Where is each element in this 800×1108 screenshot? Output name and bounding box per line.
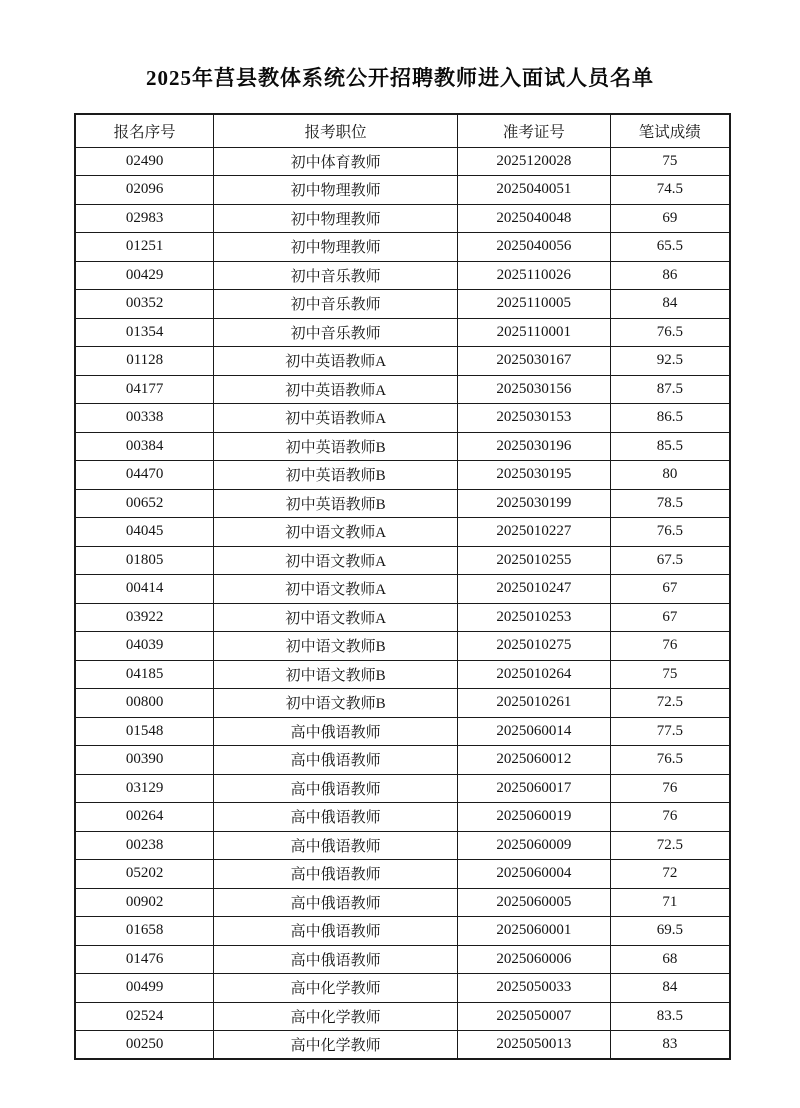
cell-written-score: 76 [610,774,730,803]
cell-registration-number: 01658 [75,917,214,946]
cell-ticket-number: 2025030199 [458,489,611,518]
cell-ticket-number: 2025030153 [458,404,611,433]
cell-ticket-number: 2025110026 [458,261,611,290]
table-row [75,204,730,233]
cell-ticket-number: 2025010253 [458,603,611,632]
cell-position: 初中语文教师A [214,575,458,604]
cell-registration-number: 01128 [75,347,214,376]
cell-written-score: 75 [610,660,730,689]
cell-ticket-number: 2025040051 [458,176,611,205]
table-row [75,860,730,889]
cell-written-score: 76 [610,632,730,661]
cell-written-score: 67 [610,575,730,604]
cell-position: 初中语文教师A [214,546,458,575]
cell-ticket-number: 2025030167 [458,347,611,376]
cell-registration-number: 00429 [75,261,214,290]
cell-position: 初中语文教师A [214,603,458,632]
cell-registration-number: 00264 [75,803,214,832]
cell-position: 初中物理教师 [214,233,458,262]
table-row [75,375,730,404]
cell-ticket-number: 2025060006 [458,945,611,974]
cell-written-score: 67 [610,603,730,632]
cell-position: 高中化学教师 [214,1031,458,1060]
cell-position: 高中俄语教师 [214,917,458,946]
table-row [75,603,730,632]
cell-position: 初中物理教师 [214,176,458,205]
cell-registration-number: 00902 [75,888,214,917]
cell-written-score: 76.5 [610,518,730,547]
cell-position: 初中英语教师A [214,375,458,404]
table-header-row [75,114,730,147]
cell-registration-number: 02490 [75,147,214,176]
cell-position: 初中英语教师B [214,432,458,461]
cell-written-score: 69 [610,204,730,233]
cell-written-score: 72 [610,860,730,889]
cell-registration-number: 04470 [75,461,214,490]
cell-registration-number: 01354 [75,318,214,347]
table-row [75,461,730,490]
table-row [75,432,730,461]
cell-registration-number: 04185 [75,660,214,689]
cell-ticket-number: 2025120028 [458,147,611,176]
cell-position: 初中英语教师B [214,489,458,518]
table-row [75,689,730,718]
table-row [75,176,730,205]
cell-registration-number: 03922 [75,603,214,632]
header-registration-number: 报名序号 [75,114,214,147]
header-written-score: 笔试成绩 [610,114,730,147]
cell-written-score: 83.5 [610,1002,730,1031]
table-row [75,717,730,746]
cell-position: 初中语文教师A [214,518,458,547]
cell-position: 高中俄语教师 [214,860,458,889]
cell-ticket-number: 2025010264 [458,660,611,689]
cell-ticket-number: 2025010261 [458,689,611,718]
cell-written-score: 65.5 [610,233,730,262]
cell-written-score: 72.5 [610,831,730,860]
table-row [75,518,730,547]
table-row [75,575,730,604]
table-row [75,261,730,290]
cell-registration-number: 01251 [75,233,214,262]
cell-registration-number: 00652 [75,489,214,518]
cell-registration-number: 00238 [75,831,214,860]
cell-written-score: 72.5 [610,689,730,718]
cell-position: 初中体育教师 [214,147,458,176]
cell-written-score: 86 [610,261,730,290]
cell-written-score: 76 [610,803,730,832]
cell-registration-number: 04039 [75,632,214,661]
cell-written-score: 84 [610,974,730,1003]
cell-written-score: 86.5 [610,404,730,433]
cell-written-score: 75 [610,147,730,176]
cell-registration-number: 01805 [75,546,214,575]
cell-written-score: 67.5 [610,546,730,575]
cell-written-score: 85.5 [610,432,730,461]
cell-registration-number: 00390 [75,746,214,775]
cell-registration-number: 00414 [75,575,214,604]
cell-registration-number: 01476 [75,945,214,974]
cell-registration-number: 00250 [75,1031,214,1060]
cell-registration-number: 00800 [75,689,214,718]
cell-ticket-number: 2025060017 [458,774,611,803]
table-row [75,974,730,1003]
cell-registration-number: 02983 [75,204,214,233]
cell-position: 初中英语教师B [214,461,458,490]
table-row [75,945,730,974]
table-row [75,774,730,803]
table-row [75,233,730,262]
cell-position: 初中音乐教师 [214,261,458,290]
table-row [75,1002,730,1031]
cell-position: 初中英语教师A [214,404,458,433]
table-row [75,290,730,319]
table-row [75,546,730,575]
cell-position: 初中英语教师A [214,347,458,376]
cell-registration-number: 05202 [75,860,214,889]
cell-written-score: 78.5 [610,489,730,518]
cell-position: 初中音乐教师 [214,290,458,319]
cell-ticket-number: 2025030195 [458,461,611,490]
table-row [75,347,730,376]
cell-ticket-number: 2025060005 [458,888,611,917]
cell-position: 初中音乐教师 [214,318,458,347]
cell-registration-number: 02096 [75,176,214,205]
cell-position: 高中俄语教师 [214,945,458,974]
cell-registration-number: 00499 [75,974,214,1003]
cell-ticket-number: 2025030196 [458,432,611,461]
cell-ticket-number: 2025060019 [458,803,611,832]
cell-position: 高中俄语教师 [214,746,458,775]
cell-ticket-number: 2025060009 [458,831,611,860]
cell-position: 高中俄语教师 [214,774,458,803]
table-row [75,660,730,689]
cell-ticket-number: 2025010255 [458,546,611,575]
table-row [75,746,730,775]
table-row [75,632,730,661]
cell-written-score: 77.5 [610,717,730,746]
interview-roster-table [74,113,731,1060]
cell-ticket-number: 2025030156 [458,375,611,404]
table-row [75,147,730,176]
page-title: 2025年莒县教体系统公开招聘教师进入面试人员名单 [146,66,654,90]
header-position: 报考职位 [214,114,458,147]
cell-position: 高中化学教师 [214,1002,458,1031]
table-row [75,404,730,433]
cell-ticket-number: 2025040056 [458,233,611,262]
cell-ticket-number: 2025060004 [458,860,611,889]
cell-position: 初中语文教师B [214,689,458,718]
cell-position: 高中俄语教师 [214,831,458,860]
cell-registration-number: 03129 [75,774,214,803]
cell-ticket-number: 2025060014 [458,717,611,746]
cell-registration-number: 01548 [75,717,214,746]
table-row [75,1031,730,1060]
table-row [75,831,730,860]
cell-written-score: 74.5 [610,176,730,205]
cell-position: 高中化学教师 [214,974,458,1003]
cell-written-score: 71 [610,888,730,917]
table-row [75,888,730,917]
table-row [75,917,730,946]
cell-ticket-number: 2025050013 [458,1031,611,1060]
cell-written-score: 68 [610,945,730,974]
header-ticket-number: 准考证号 [458,114,611,147]
cell-registration-number: 00338 [75,404,214,433]
cell-ticket-number: 2025040048 [458,204,611,233]
table-row [75,803,730,832]
cell-ticket-number: 2025010247 [458,575,611,604]
cell-position: 初中物理教师 [214,204,458,233]
cell-ticket-number: 2025110005 [458,290,611,319]
cell-ticket-number: 2025010275 [458,632,611,661]
cell-written-score: 80 [610,461,730,490]
cell-position: 高中俄语教师 [214,803,458,832]
cell-ticket-number: 2025060012 [458,746,611,775]
cell-position: 高中俄语教师 [214,888,458,917]
cell-registration-number: 04045 [75,518,214,547]
cell-ticket-number: 2025110001 [458,318,611,347]
cell-written-score: 76.5 [610,318,730,347]
cell-written-score: 84 [610,290,730,319]
cell-ticket-number: 2025050007 [458,1002,611,1031]
cell-written-score: 87.5 [610,375,730,404]
table-row [75,318,730,347]
cell-registration-number: 00352 [75,290,214,319]
cell-written-score: 76.5 [610,746,730,775]
cell-registration-number: 02524 [75,1002,214,1031]
cell-ticket-number: 2025060001 [458,917,611,946]
cell-ticket-number: 2025050033 [458,974,611,1003]
cell-position: 初中语文教师B [214,632,458,661]
table-row [75,489,730,518]
cell-position: 高中俄语教师 [214,717,458,746]
cell-written-score: 83 [610,1031,730,1060]
cell-written-score: 92.5 [610,347,730,376]
cell-ticket-number: 2025010227 [458,518,611,547]
cell-written-score: 69.5 [610,917,730,946]
cell-registration-number: 04177 [75,375,214,404]
cell-position: 初中语文教师B [214,660,458,689]
cell-registration-number: 00384 [75,432,214,461]
